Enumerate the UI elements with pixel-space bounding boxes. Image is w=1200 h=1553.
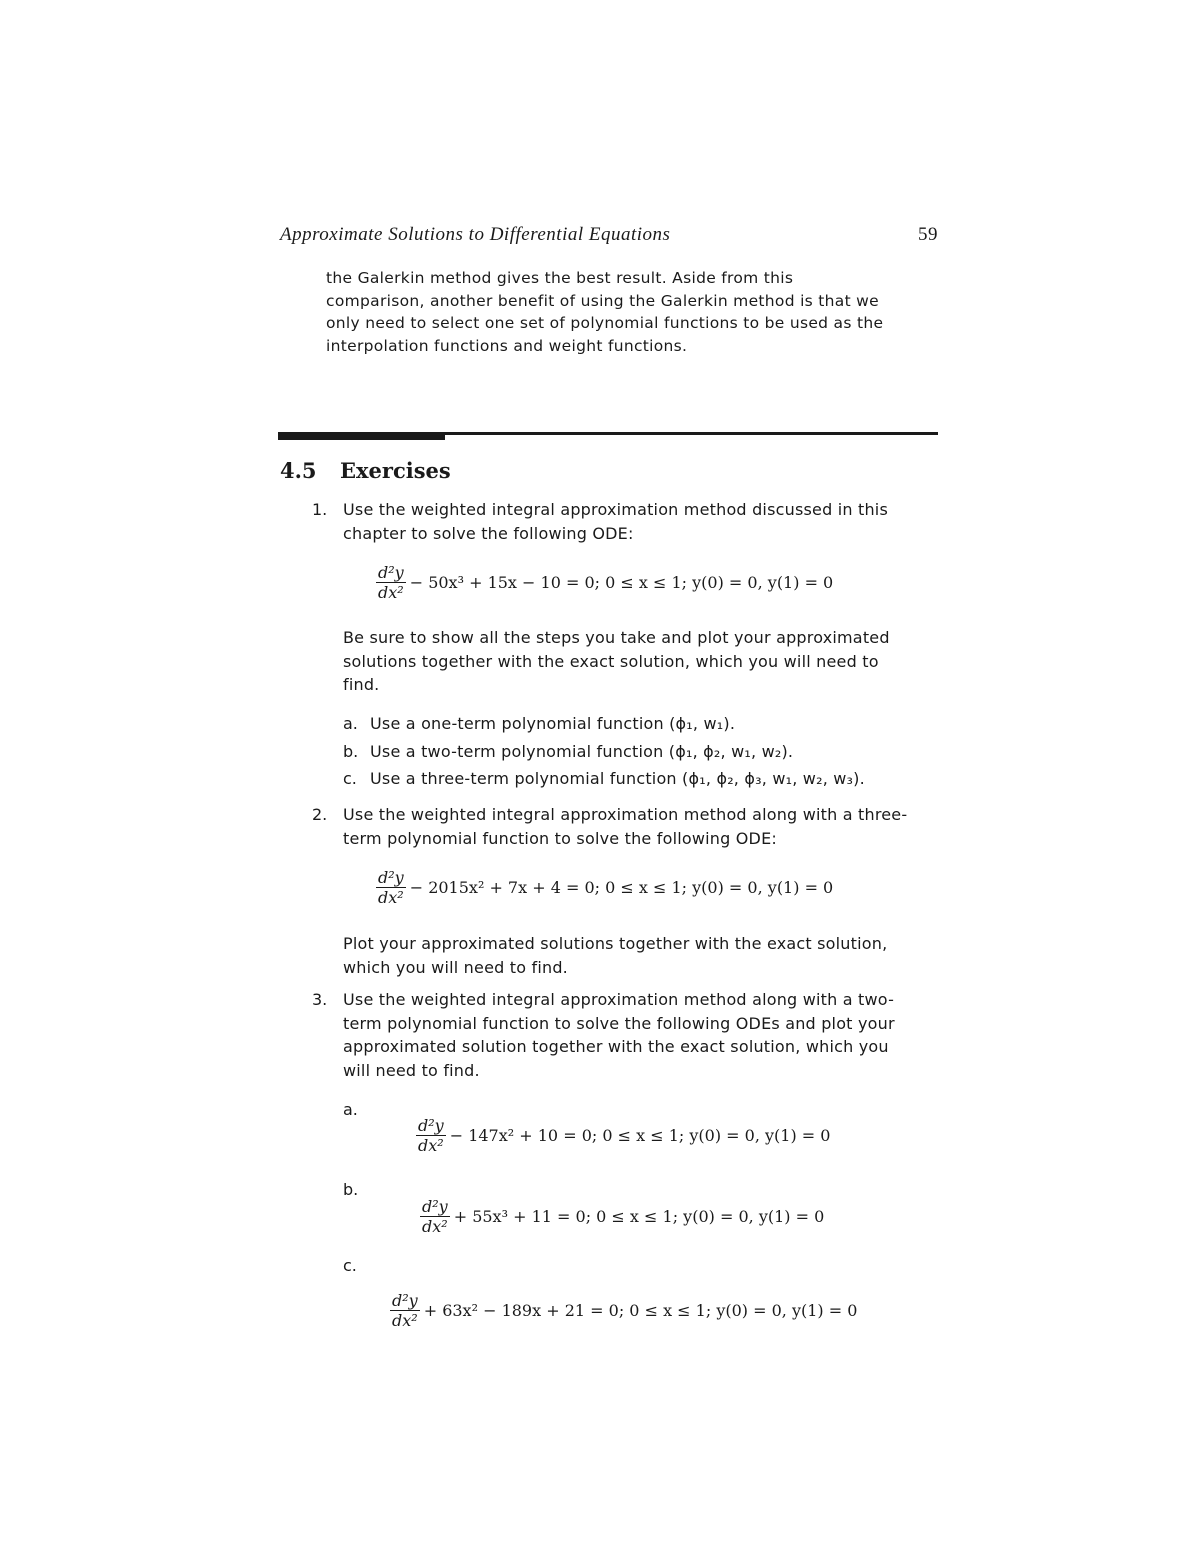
exercise-1c-text: Use a three-term polynomial function (ϕ₁, ϕ₂, ϕ₃, w₁, w₂, w₃).: [370, 769, 865, 788]
exercise-3a-equation: [416, 1116, 830, 1155]
section-rule-accent: [278, 432, 445, 440]
running-header: [280, 224, 938, 246]
exercise-1-prompt: Use the weighted integral approximation method discussed in this chapter to solve the following ODE:: [343, 500, 888, 543]
section-number: 4.5: [280, 458, 317, 483]
exercise-3b-label: b.: [343, 1180, 359, 1199]
exercise-3a-label: a.: [343, 1100, 358, 1119]
section-heading: [280, 458, 451, 483]
equation-body: − 50x³ + 15x − 10 = 0; 0 ≤ x ≤ 1; y(0) = 0, y(1) = 0: [409, 573, 834, 593]
running-title: Approximate Solutions to Differential Equations: [280, 224, 671, 245]
fraction-denominator: dx²: [378, 888, 404, 908]
derivative-fraction: [420, 1197, 450, 1236]
exercise-1-followup: Be sure to show all the steps you take and plot your approximated solutions together with the exact solution, which you will need to find.: [343, 628, 890, 694]
fraction-denominator: dx²: [378, 583, 404, 603]
exercise-1-number: 1.: [312, 500, 328, 519]
equation-body: − 147x² + 10 = 0; 0 ≤ x ≤ 1; y(0) = 0, y(1) = 0: [449, 1126, 831, 1146]
intro-paragraph: the Galerkin method gives the best result. Aside from this comparison, another benefit of using the Galerkin method is that we only need to select one set of polynomial functions to be used as the interpolation functions and weight functions.: [326, 269, 884, 355]
exercise-1b-label: b.: [343, 742, 359, 761]
equation-body: + 55x³ + 11 = 0; 0 ≤ x ≤ 1; y(0) = 0, y(1) = 0: [453, 1207, 825, 1227]
fraction-denominator: dx²: [392, 1311, 418, 1331]
derivative-fraction: [390, 1291, 420, 1330]
fraction-numerator: d²y: [422, 1197, 448, 1216]
exercise-3-number: 3.: [312, 990, 328, 1009]
exercise-1a-text: Use a one-term polynomial function (ϕ₁, w₁).: [370, 714, 736, 733]
exercise-3-prompt: Use the weighted integral approximation method along with a two-term polynomial function to solve the following ODEs and plot your approximated solution together with the exact solution, which you will need to find.: [343, 990, 895, 1080]
page-number: 59: [918, 224, 938, 245]
exercise-1c-label: c.: [343, 769, 357, 788]
fraction-numerator: d²y: [378, 868, 404, 887]
fraction-denominator: dx²: [418, 1136, 444, 1156]
derivative-fraction: [416, 1116, 446, 1155]
exercise-3c-equation: [390, 1291, 857, 1330]
fraction-numerator: d²y: [418, 1116, 444, 1135]
equation-body: − 2015x² + 7x + 4 = 0; 0 ≤ x ≤ 1; y(0) = 0, y(1) = 0: [409, 878, 834, 898]
exercise-3c-label: c.: [343, 1256, 357, 1275]
exercise-1-equation: [376, 563, 833, 602]
exercise-2-prompt: Use the weighted integral approximation method along with a three-term polynomial function to solve the following ODE:: [343, 805, 908, 848]
exercise-3b-equation: [420, 1197, 824, 1236]
exercise-1a-label: a.: [343, 714, 358, 733]
exercise-1b-text: Use a two-term polynomial function (ϕ₁, ϕ₂, w₁, w₂).: [370, 742, 794, 761]
exercise-2-number: 2.: [312, 805, 328, 824]
section-title: Exercises: [340, 458, 451, 483]
fraction-numerator: d²y: [378, 563, 404, 582]
equation-body: + 63x² − 189x + 21 = 0; 0 ≤ x ≤ 1; y(0) = 0, y(1) = 0: [423, 1301, 858, 1321]
fraction-numerator: d²y: [392, 1291, 418, 1310]
fraction-denominator: dx²: [422, 1217, 448, 1237]
derivative-fraction: [376, 868, 406, 907]
derivative-fraction: [376, 563, 406, 602]
exercise-2-equation: [376, 868, 833, 907]
exercise-2-followup: Plot your approximated solutions together with the exact solution, which you will need to find.: [343, 934, 888, 977]
